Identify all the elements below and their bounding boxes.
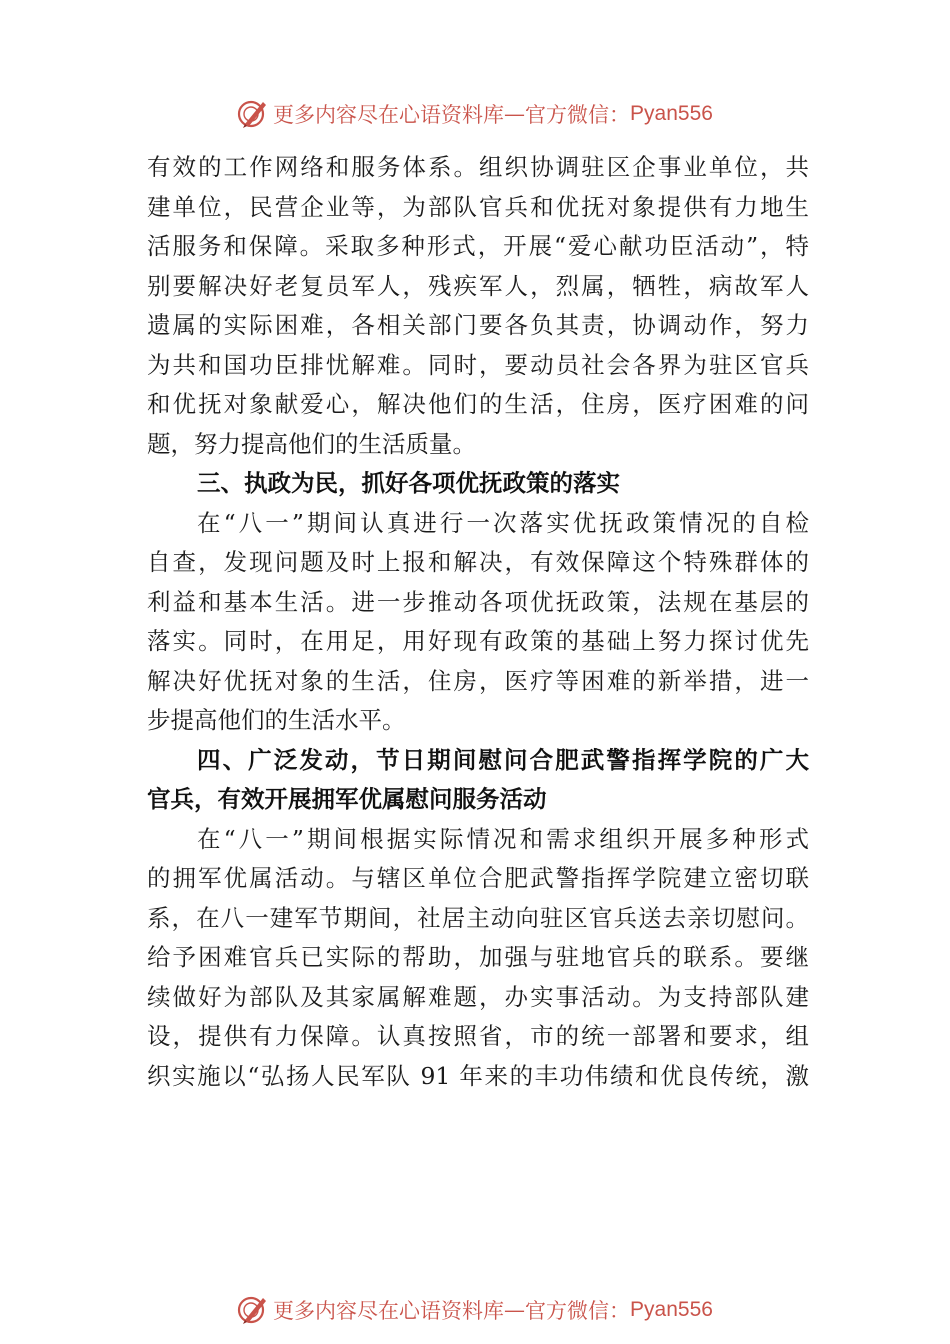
text-line: 系，在八一建军节期间，社居主动向驻区官兵送去亲切慰问。 xyxy=(147,903,809,932)
text-line: 别要解决好老复员军人，残疾军人，烈属，牺牲，病故军人 xyxy=(147,271,809,300)
header-watermark xyxy=(0,94,950,134)
text-line: 活服务和保障。采取多种形式，开展“爱心献功臣活动”，特 xyxy=(147,232,809,260)
brand-separator: — xyxy=(504,102,526,126)
quill-pen-logo-icon xyxy=(237,98,269,130)
text-line: 给予困难官兵已实际的帮助，加强与驻地官兵的联系。要继 xyxy=(147,943,809,971)
document-body xyxy=(147,148,809,1096)
text-line: 设，提供有力保障。认真按照省，市的统一部署和要求，组 xyxy=(147,1022,809,1050)
text-line: 有效的工作网络和服务体系。组织协调驻区企事业单位，共 xyxy=(147,153,809,181)
text-line: 在“八一”期间认真进行一次落实优抚政策情况的自检 xyxy=(197,508,809,537)
text-line: 自查，发现问题及时上报和解决，有效保障这个特殊群体的 xyxy=(147,548,809,576)
text-line: 和优抚对象献爱心，解决他们的生活，住房，医疗困难的问 xyxy=(147,390,809,418)
footer-watermark xyxy=(0,1290,950,1330)
text-line: 为共和国功臣排忧解难。同时，要动员社会各界为驻区官兵 xyxy=(147,350,809,379)
brand-separator: — xyxy=(504,1298,526,1322)
wechat-label: 官方微信： xyxy=(525,103,631,127)
wechat-id: Pyan556 xyxy=(630,102,713,125)
text-line: 落实。同时，在用足，用好现有政策的基础上努力探讨优先 xyxy=(147,627,809,655)
text-line: 解决好优抚对象的生活，住房，医疗等困难的新举措，进一 xyxy=(147,666,809,695)
text-line: 遗属的实际困难，各相关部门要各负其责，协调动作，努力 xyxy=(147,311,809,339)
heading-line: 四、广泛发动，节日期间慰问合肥武警指挥学院的广大 xyxy=(197,745,809,774)
section-heading xyxy=(147,741,809,820)
section-heading xyxy=(147,464,809,504)
wechat-label: 官方微信： xyxy=(525,1299,631,1323)
text-line: 题，努力提高他们的生活质量。 xyxy=(147,429,476,458)
text-line: 建单位，民营企业等，为部队官兵和优抚对象提供有力地生 xyxy=(147,192,809,221)
quill-pen-logo-icon xyxy=(237,1294,269,1326)
text-line: 的拥军优属活动。与辖区单位合肥武警指挥学院建立密切联 xyxy=(147,864,809,892)
paragraph xyxy=(147,148,809,464)
paragraph xyxy=(147,820,809,1097)
heading-line: 三、执政为民，抓好各项优抚政策的落实 xyxy=(197,469,620,497)
wechat-id: Pyan556 xyxy=(630,1298,713,1321)
brand-text: 更多内容尽在心语资料库 xyxy=(273,103,505,127)
brand-text: 更多内容尽在心语资料库 xyxy=(273,1299,505,1323)
text-line: 续做好为部队及其家属解难题，办实事活动。为支持部队建 xyxy=(147,982,809,1011)
text-line: 步提高他们的生活水平。 xyxy=(147,706,406,734)
paragraph xyxy=(147,504,809,741)
heading-line: 官兵，有效开展拥军优属慰问服务活动 xyxy=(147,785,547,813)
text-line: 利益和基本生活。进一步推动各项优抚政策，法规在基层的 xyxy=(147,587,809,616)
text-line: 在“八一”期间根据实际情况和需求组织开展多种形式 xyxy=(197,824,809,853)
text-line: 织实施以“弘扬人民军队 91 年来的丰功伟绩和优良传统，激 xyxy=(147,1061,809,1090)
